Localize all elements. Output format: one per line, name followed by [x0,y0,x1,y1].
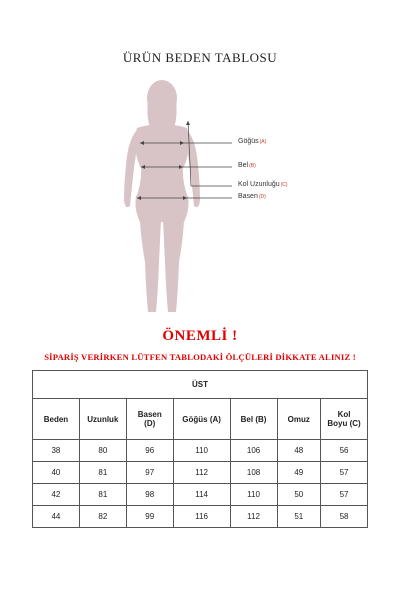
arm-length-label-text: Kol Uzunluğu [238,181,280,188]
table-cell: 106 [230,440,277,462]
table-cell: 110 [230,484,277,506]
col-header-basen: Basen (D) [126,399,173,440]
table-cell: 99 [126,506,173,528]
table-cell: 108 [230,462,277,484]
table-cell: 114 [173,484,230,506]
bust-label-text: Göğüs [238,138,259,145]
col-header-beden: Beden [33,399,80,440]
waist-label-text: Bel [238,162,249,169]
table-cell: 81 [79,484,126,506]
hip-label-code: (D) [258,194,266,200]
table-cell: 58 [321,506,368,528]
table-cell: 56 [321,440,368,462]
waist-label [238,162,256,169]
table-cell: 112 [230,506,277,528]
table-cell: 82 [79,506,126,528]
arm-length-label-code: (C) [280,182,288,188]
table-cell: 97 [126,462,173,484]
table-cell: 116 [173,506,230,528]
col-header-kol-boyu: Kol Boyu (C) [321,399,368,440]
bust-label-code: (A) [259,139,267,145]
table-cell: 81 [79,462,126,484]
table-cell: 40 [33,462,80,484]
col-header-gogus: Göğüs (A) [173,399,230,440]
table-cell: 48 [277,440,321,462]
hip-label [238,193,266,200]
table-cell: 50 [277,484,321,506]
bust-label [238,138,266,145]
table-group-header: ÜST [33,371,368,399]
table-cell: 98 [126,484,173,506]
table-cell: 110 [173,440,230,462]
chart-title: ÜRÜN BEDEN TABLOSU [122,50,278,65]
table-cell: 80 [79,440,126,462]
waist-label-code: (B) [249,163,256,169]
col-header-omuz: Omuz [277,399,321,440]
table-header-row [33,399,368,440]
table-cell: 57 [321,484,368,506]
table-cell: 49 [277,462,321,484]
table-row [33,484,368,506]
table-cell: 51 [277,506,321,528]
table-cell: 112 [173,462,230,484]
table-cell: 38 [33,440,80,462]
table-cell: 42 [33,484,80,506]
table-cell: 44 [33,506,80,528]
hip-label-text: Basen [238,193,258,200]
table-row [33,462,368,484]
col-header-bel: Bel (B) [230,399,277,440]
table-row [33,506,368,528]
table-cell: 96 [126,440,173,462]
table-row [33,440,368,462]
warning-text: SİPARİŞ VERİRKEN LÜTFEN TABLODAKİ ÖLÇÜLERİ DİKKATE ALINIZ ! [44,352,356,362]
arm-length-label [238,181,288,188]
table-cell: 57 [321,462,368,484]
size-table [32,370,368,528]
col-header-uzunluk: Uzunluk [79,399,126,440]
important-heading: ÖNEMLİ ! [162,328,238,344]
